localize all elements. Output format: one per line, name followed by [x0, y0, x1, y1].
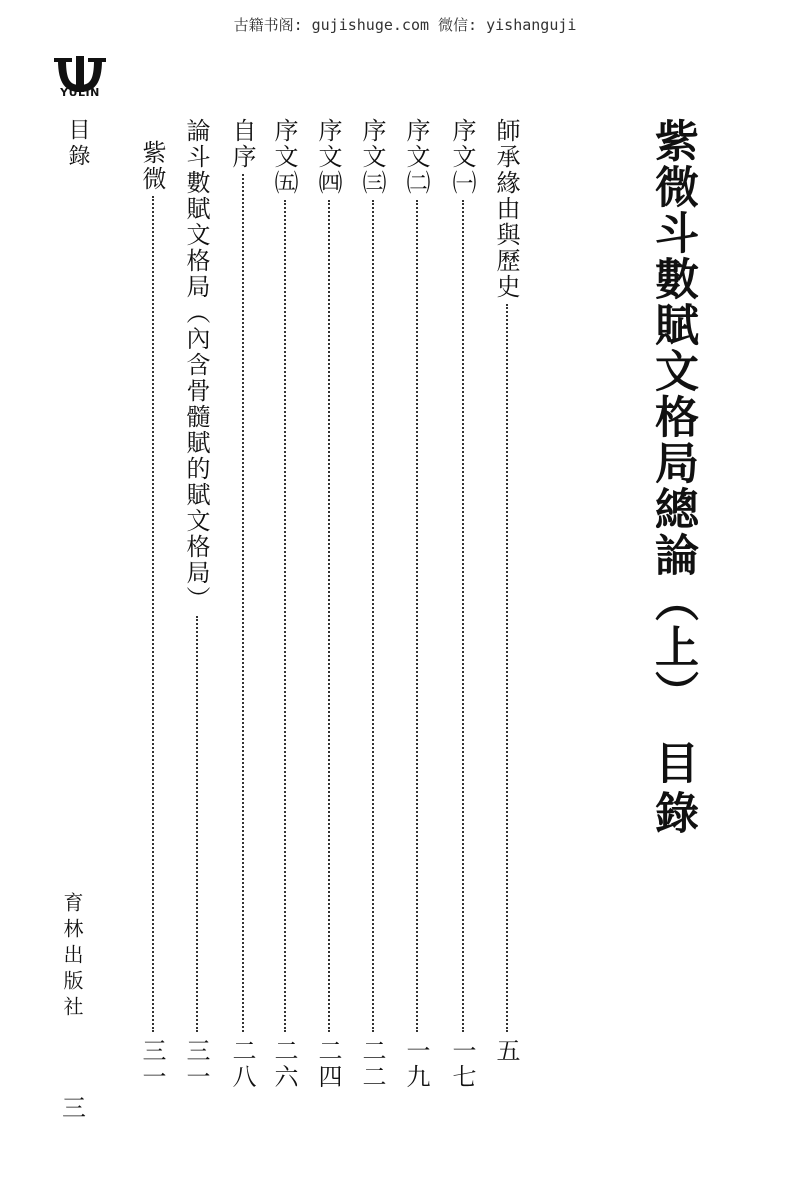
toc-entry-page: 三一: [182, 1038, 210, 1090]
toc-entry-title: 序文㈤: [270, 118, 298, 196]
running-header: 目錄: [65, 118, 90, 170]
toc-leader-dots: [284, 200, 286, 1032]
toc-entry[interactable]: [356, 118, 390, 1118]
toc-entry-page: 一七: [448, 1038, 476, 1090]
toc-entry-title: 紫微: [138, 140, 166, 192]
toc-leader-dots: [372, 200, 374, 1032]
toc-entry[interactable]: [268, 118, 302, 1118]
toc-leader-dots: [416, 200, 418, 1032]
toc-entry[interactable]: [490, 118, 524, 1118]
toc-entry-page: 五: [492, 1038, 520, 1064]
toc-entry[interactable]: [446, 118, 480, 1118]
toc-entry-title: 論斗數賦文格局（內含骨髓賦的賦文格局）: [182, 118, 210, 612]
toc-leader-dots: [196, 616, 198, 1032]
toc-entry[interactable]: [400, 118, 434, 1118]
toc-entry[interactable]: [312, 118, 346, 1118]
section-title: 目錄: [647, 740, 698, 840]
watermark: 古籍书阁: gujishuge.com 微信: yishanguji: [233, 16, 577, 34]
toc-entry-page: 一九: [402, 1038, 430, 1090]
toc-entry-title: 序文㈢: [358, 118, 386, 196]
toc-entry-title: 師承緣由與歷史: [492, 118, 520, 300]
toc-entry-page: 二八: [228, 1038, 256, 1090]
toc-leader-dots: [506, 304, 508, 1032]
toc-entry-title: 序文㈡: [402, 118, 430, 196]
toc-entry-title: 自序: [228, 118, 256, 170]
toc-leader-dots: [462, 200, 464, 1032]
toc-entry[interactable]: [136, 118, 170, 1118]
toc-entry[interactable]: [180, 118, 214, 1118]
toc-entry-page: 二六: [270, 1038, 298, 1090]
publisher-name: 育林出版社: [60, 892, 84, 1022]
toc-entry-title: 序文㈣: [314, 118, 342, 196]
page-number: 三: [62, 1094, 86, 1122]
toc-leader-dots: [328, 200, 330, 1032]
book-title: 紫微斗數賦文格局總論（上）: [647, 118, 698, 716]
toc-leader-dots: [152, 196, 154, 1032]
toc-entry-page: 二四: [314, 1038, 342, 1090]
toc-leader-dots: [242, 174, 244, 1032]
toc-entry-page: 三一: [138, 1038, 166, 1090]
logo-text: YULIN: [60, 86, 100, 99]
toc-entry-title: 序文㈠: [448, 118, 476, 196]
toc-entry-page: 二二: [358, 1038, 386, 1090]
toc-entry[interactable]: [226, 118, 260, 1118]
